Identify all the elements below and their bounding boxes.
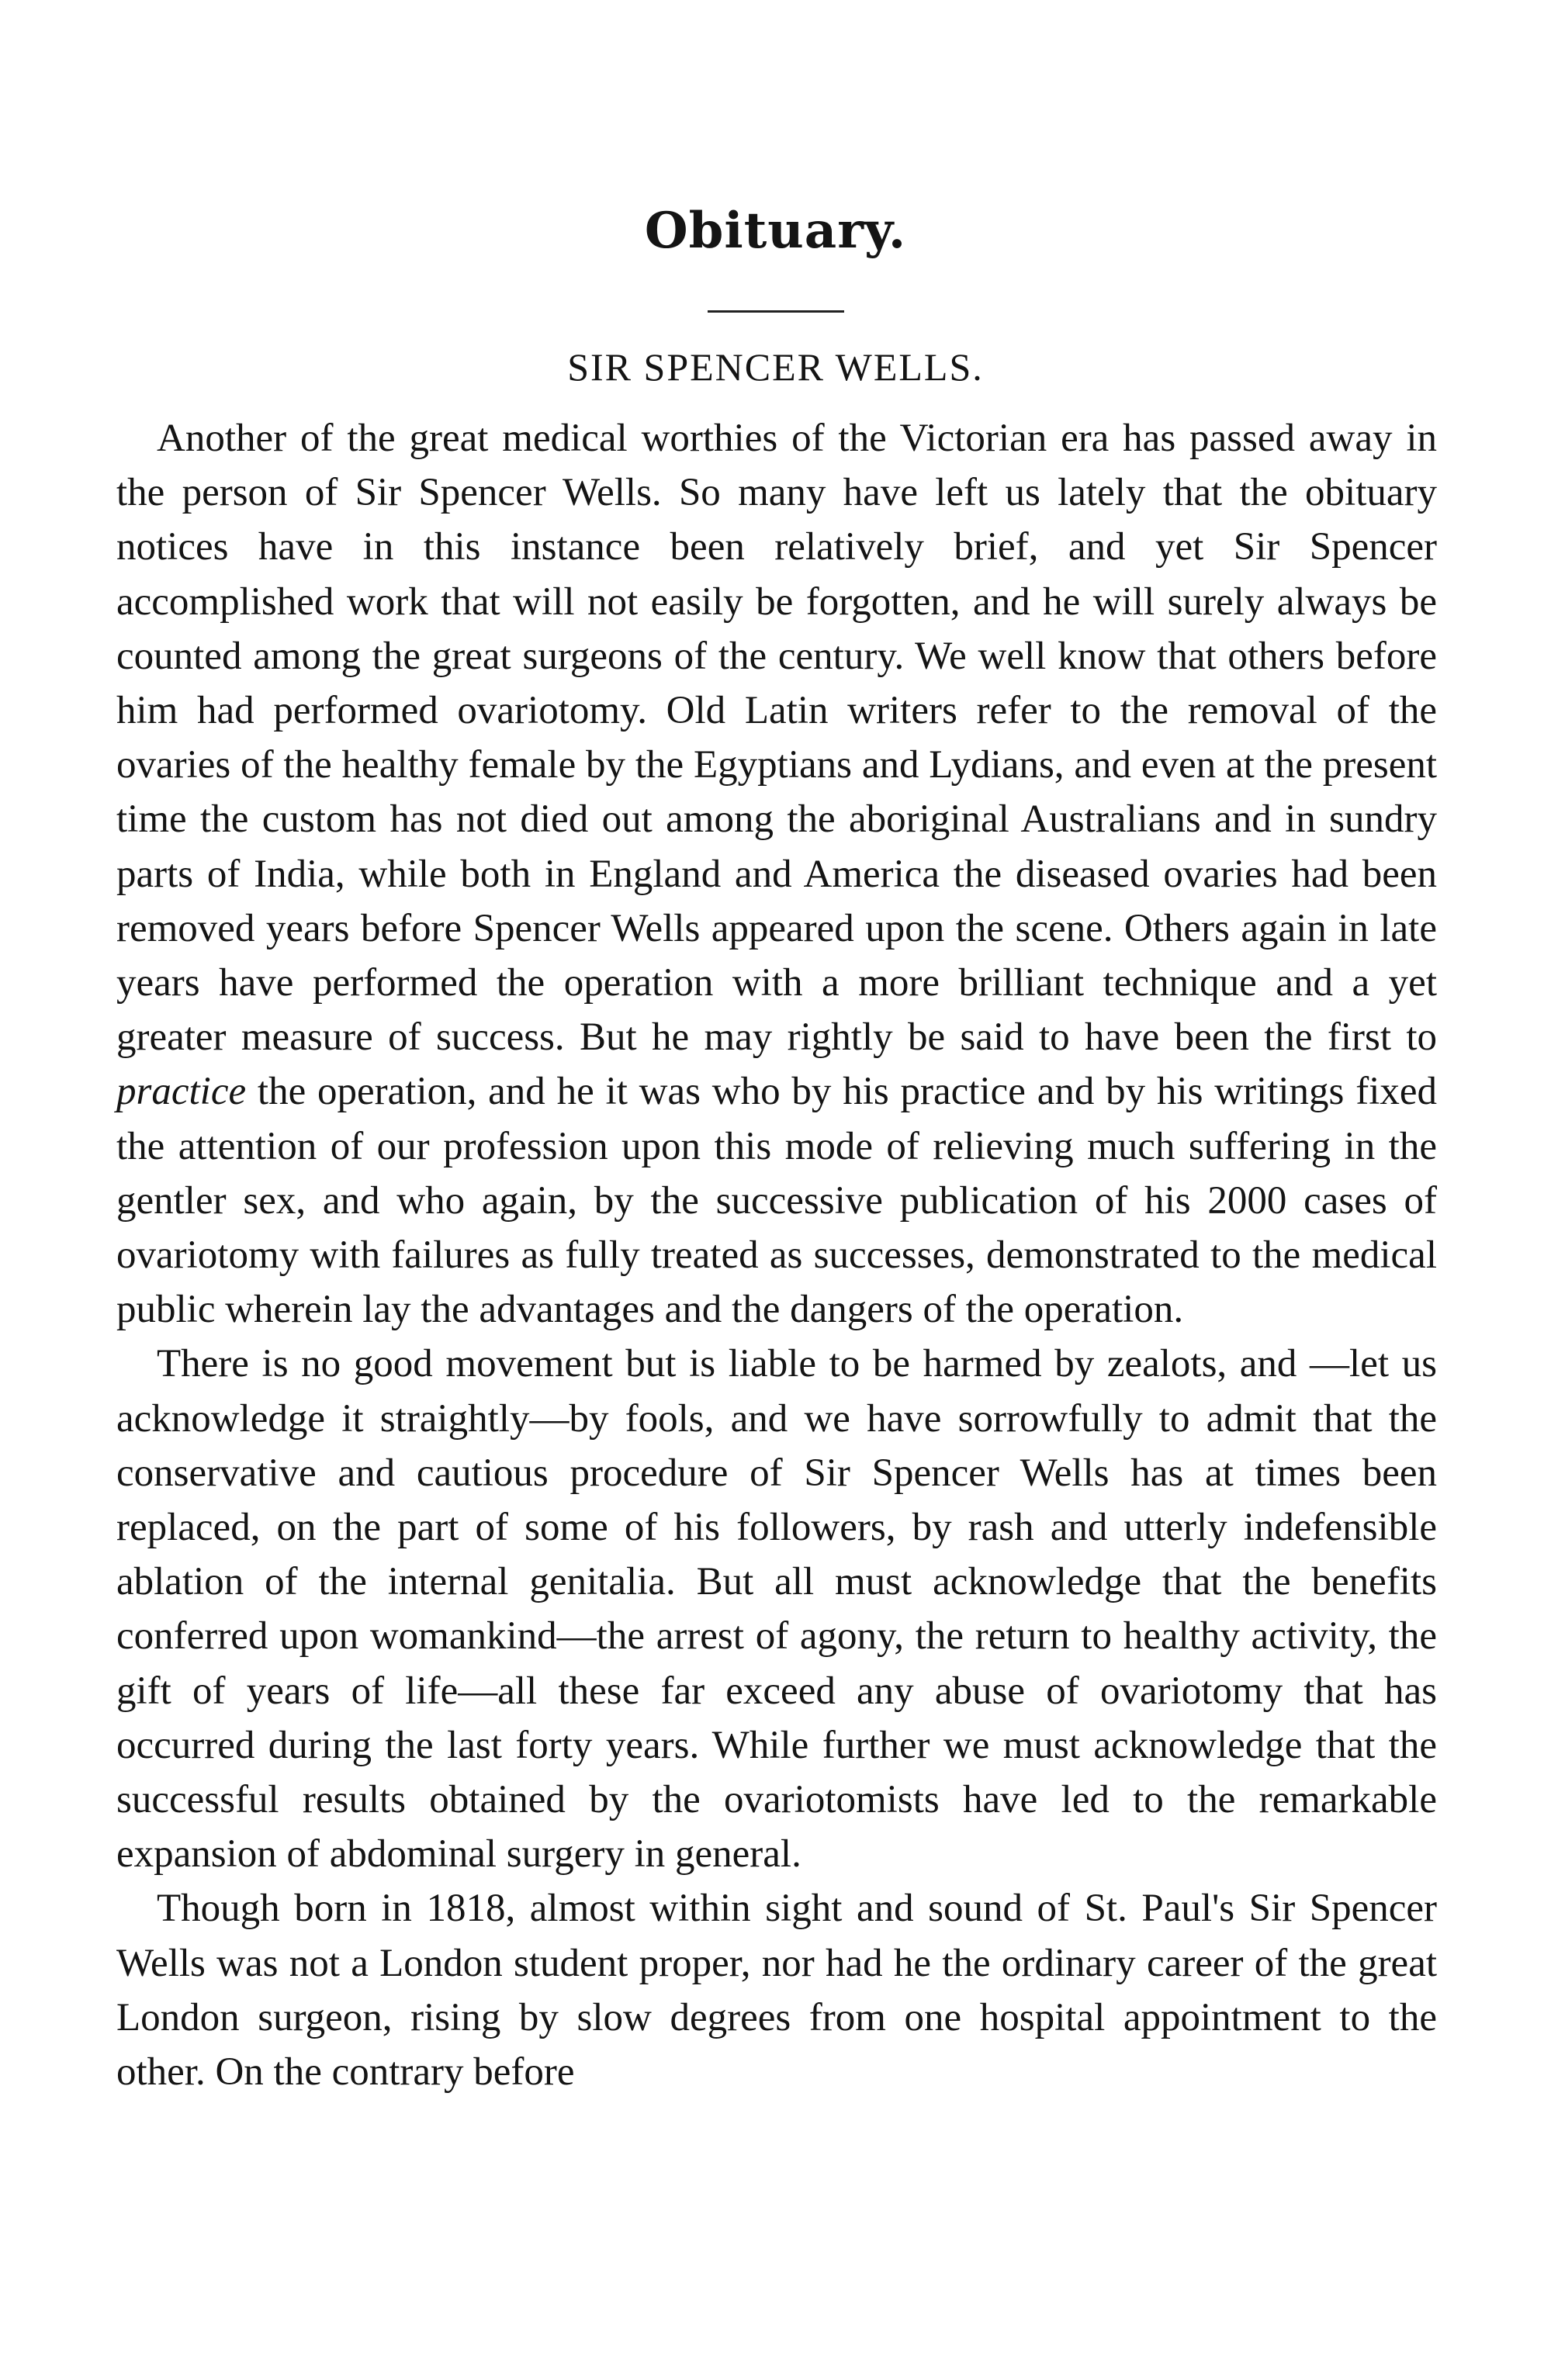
- section-heading: Obituary.: [644, 202, 907, 260]
- paragraph-text: the operation, and he it was who by his practice and by his writings fixed the attention of our profession upon this mode of relieving much suffering in the gentler sex, and who again, by the successive publication of his 2000 cases of ovariotomy with failures as fully treated as successes, demonstrated to the medical public wherein lay the advantages and the dangers of the operation.: [116, 1070, 1437, 1332]
- obituary-body: [116, 411, 1437, 2099]
- paragraph-text: Another of the great medical worthies of the Victorian era has passed away in the person of Sir Spencer Wells. So many have left us lately that the obituary notices have in this instance been relatively brief, and yet Sir Spencer accomplished work that will not easily be forgotten, and he will surely always be counted among the great surgeons of the century. We well know that others before him had performed ovariotomy. Old Latin writers refer to the removal of the ovaries of the healthy female by the Egyptians and Lydians, and even at the present time the custom has not died out among the aboriginal Australians and in sundry parts of India, while both in England and America the diseased ovaries had been removed years before Spencer Wells appeared upon the scene. Others again in late years have performed the operation with a more brilliant technique and a yet greater measure of success. But he may rightly be said to have been the first to: [116, 417, 1437, 1060]
- italic-text: practice: [116, 1070, 247, 1114]
- paragraph-text: Though born in 1818, almost within sight and sound of St. Paul's Sir Spencer Wells was not a London student proper, nor had he the ordinary career of the great London surgeon, rising by slow degrees from one hospital appointment to the other. On the contrary before: [116, 1887, 1437, 2095]
- obituary-title: SIR SPENCER WELLS.: [567, 345, 984, 389]
- heading-divider: [708, 310, 844, 313]
- body-paragraph: [116, 1881, 1437, 2099]
- paragraph-text: There is no good movement but is liable to be harmed by zealots, and —let us acknowledge it straightly—by fools, and we have sorrowfully to admit that the conservative and cautious procedure of Sir Spencer Wells has at times been replaced, on the part of some of his followers, by rash and utterly indefensible ablation of the internal genitalia. But all must acknowledge that the benefits conferred upon womankind—the arrest of agony, the return to healthy activity, the gift of years of life—all these far exceed any abuse of ovariotomy that has occurred during the last forty years. While further we must acknowledge that the successful results obtained by the ovariotomists have led to the remarkable expansion of abdominal surgery in general.: [116, 1342, 1437, 1877]
- body-paragraph: [116, 411, 1437, 1337]
- body-paragraph: [116, 1337, 1437, 1881]
